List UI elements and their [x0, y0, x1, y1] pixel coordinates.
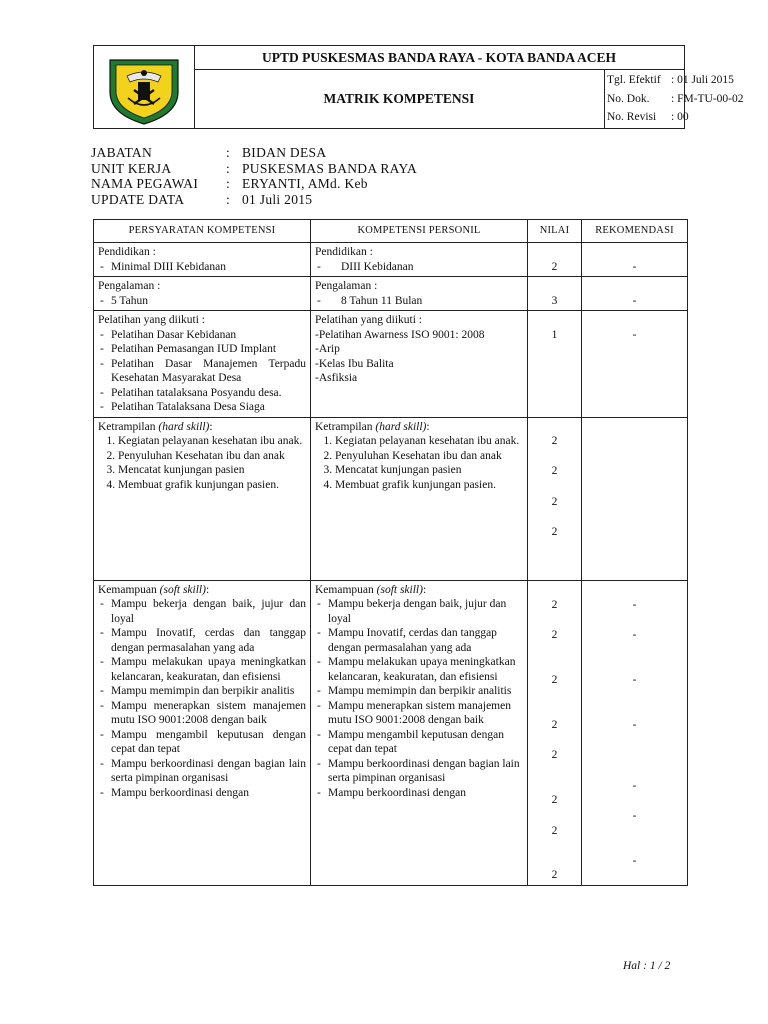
logo-cell — [94, 46, 195, 128]
cell-rek-soft: - - - - - - - — [582, 580, 688, 885]
info-jabatan: JABATAN : BIDAN DESA — [91, 145, 327, 160]
cell-rek-pelatihan: - — [582, 311, 688, 418]
list-item: -Asfiksia — [315, 372, 358, 384]
meta-effective-date: Tgl. Efektif : 01 Juli 2015 — [607, 74, 734, 86]
cell-req-hard: Ketrampilan (hard skill): 1. Kegiatan pelayanan kesehatan ibu anak. 2. Penyuluhan Kesehatan ibu dan anak 3. Mencatat kunjungan pasien 4. Membuat grafik kunjungan pasien. — [94, 417, 311, 580]
cell-req-pengalaman: Pengalaman : - 5 Tahun — [94, 277, 311, 311]
cell-req-pelatihan: Pelatihan yang diikuti : - Pelatihan Dasar Kebidanan - Pelatihan Pemasangan IUD Implant - Pelatihan Dasar Manajemen Terpadu Kesehatan Masyarakat Desa - Pelatihan tatalaksana Posyandu desa. - Pelatihan Tatalaksana Desa Siaga — [94, 311, 311, 418]
list-item: -Pelatihan Awarness ISO 9001: 2008 — [315, 328, 485, 341]
list-item: - Pelatihan Dasar Kebidanan — [98, 328, 306, 343]
row-hard-skill — [94, 417, 688, 580]
cell-per-pengalaman: Pengalaman : - 8 Tahun 11 Bulan — [311, 277, 528, 311]
list-item: - Pelatihan tatalaksana Posyandu desa. — [98, 386, 306, 401]
cell-req-pendidikan: Pendidikan : - Minimal DIII Kebidanan — [94, 243, 311, 277]
row-pendidikan — [94, 243, 688, 277]
list-item: - Mampu bekerja dengan baik, jujur dan loyal — [315, 597, 523, 626]
list-item: - Mampu berkoordinasi dengan bagian lain serta pimpinan organisasi — [315, 757, 523, 786]
header-kompetensi: KOMPETENSI PERSONIL — [311, 220, 528, 243]
cell-rek-pengalaman: - — [582, 277, 688, 311]
list-item: 4. Membuat grafik kunjungan pasien. — [335, 478, 523, 493]
list-item: - Mampu Inovatif, cerdas dan tanggap dengan permasalahan yang ada — [315, 626, 523, 655]
header-rekomendasi: REKOMENDASI — [582, 220, 688, 243]
document-title: MATRIK KOMPETENSI — [194, 69, 605, 128]
list-item: -Kelas Ibu Balita — [315, 357, 394, 370]
header-nilai: NILAI — [528, 220, 582, 243]
cell-per-pendidikan: Pendidikan : - DIII Kebidanan — [311, 243, 528, 277]
meta-revision: No. Revisi : 00 — [607, 111, 689, 123]
list-item: - Mampu mengambil keputusan dengan cepat dan tepat — [98, 728, 306, 757]
row-pelatihan — [94, 311, 688, 418]
cell-nilai-pengalaman: 3 — [528, 277, 582, 311]
list-item: 3. Mencatat kunjungan pasien — [335, 463, 523, 478]
crest-logo-icon — [94, 46, 194, 128]
document-meta — [607, 71, 744, 127]
page-number: Hal : 1 / 2 — [623, 960, 671, 972]
list-item: 2. Penyuluhan Kesehatan ibu dan anak — [335, 449, 523, 464]
list-item: - Mampu menerapkan sistem manajemen mutu ISO 9001:2008 dengan baik — [98, 699, 306, 728]
cell-nilai-pelatihan: 1 — [528, 311, 582, 418]
list-item: 4. Membuat grafik kunjungan pasien. — [118, 478, 306, 493]
cell-req-soft: Kemampuan (soft skill): - Mampu bekerja dengan baik, jujur dan loyal - Mampu Inovatif, cerdas dan tanggap dengan permasalahan yang ada - Mampu melakukan upaya meningkatkan kelancaran, keakuratan, dan efisiensi - Mampu memimpin dan berpikir analitis - Mampu menerapkan sistem manajemen mutu ISO 9001:2008 dengan baik - Mampu mengambil keputusan dengan cepat dan tepat - Mampu berkoordinasi dengan bagian lain serta pimpinan organisasi - Mampu berkoordinasi dengan — [94, 580, 311, 885]
list-item: - Mampu bekerja dengan baik, jujur dan loyal — [98, 597, 306, 626]
competency-matrix-table — [93, 219, 688, 886]
cell-rek-pendidikan: - — [582, 243, 688, 277]
cell-rek-hard — [582, 417, 688, 580]
info-update-data: UPDATE DATA : 01 Juli 2015 — [91, 191, 313, 207]
row-soft-skill — [94, 580, 688, 885]
list-item: - Mampu Inovatif, cerdas dan tanggap dengan permasalahan yang ada — [98, 626, 306, 655]
table-header-row — [94, 220, 688, 243]
list-item: 1. Kegiatan pelayanan kesehatan ibu anak. — [335, 434, 523, 449]
employee-info — [91, 145, 417, 207]
list-item: 1. Kegiatan pelayanan kesehatan ibu anak. — [118, 434, 306, 449]
list-item: - Mampu melakukan upaya meningkatkan kelancaran, keakuratan, dan efisiensi — [98, 655, 306, 684]
list-item: - Mampu mengambil keputusan dengan cepat dan tepat — [315, 728, 523, 757]
cell-nilai-hard: 2 2 2 2 — [528, 417, 582, 580]
cell-nilai-pendidikan: 2 — [528, 243, 582, 277]
list-item: - Pelatihan Pemasangan IUD Implant — [98, 342, 306, 357]
list-item: -Arip — [315, 343, 340, 355]
info-unit-kerja: UNIT KERJA : PUSKESMAS BANDA RAYA — [91, 160, 418, 176]
row-pengalaman — [94, 277, 688, 311]
list-item: - Pelatihan Dasar Manajemen Terpadu Kesehatan Masyarakat Desa — [98, 357, 306, 386]
list-item: - Mampu melakukan upaya meningkatkan kelancaran, keakuratan, dan efisiensi — [315, 655, 523, 684]
list-item: - Mampu berkoordinasi dengan — [98, 786, 306, 801]
cell-per-hard: Ketrampilan (hard skill): 1. Kegiatan pelayanan kesehatan ibu anak. 2. Penyuluhan Kesehatan ibu dan anak 3. Mencatat kunjungan pasien 4. Membuat grafik kunjungan pasien. — [311, 417, 528, 580]
list-item: - Mampu memimpin dan berpikir analitis — [98, 684, 306, 699]
list-item: - Pelatihan Tatalaksana Desa Siaga — [98, 400, 306, 415]
cell-per-pelatihan: Pelatihan yang diikuti : -Pelatihan Awarness ISO 9001: 2008 -Arip -Kelas Ibu Balita -Asfiksia — [311, 311, 528, 418]
list-item: - Mampu berkoordinasi dengan — [315, 786, 523, 801]
list-item: - Mampu memimpin dan berpikir analitis — [315, 684, 523, 699]
list-item: 2. Penyuluhan Kesehatan ibu dan anak — [118, 449, 306, 464]
cell-nilai-soft: 2 2 2 2 2 2 2 2 — [528, 580, 582, 885]
list-item: - Mampu berkoordinasi dengan bagian lain serta pimpinan organisasi — [98, 757, 306, 786]
info-nama-pegawai: NAMA PEGAWAI : ERYANTI, AMd. Keb — [91, 176, 368, 191]
list-item: 3. Mencatat kunjungan pasien — [118, 463, 306, 478]
document-header — [93, 45, 744, 129]
header-persyaratan: PERSYARATAN KOMPETENSI — [94, 220, 311, 243]
organization-name: UPTD PUSKESMAS BANDA RAYA - KOTA BANDA ACEH — [194, 46, 684, 70]
cell-per-soft: Kemampuan (soft skill): - Mampu bekerja dengan baik, jujur dan loyal - Mampu Inovatif, cerdas dan tanggap dengan permasalahan yang ada - Mampu melakukan upaya meningkatkan kelancaran, keakuratan, dan efisiensi - Mampu memimpin dan berpikir analitis - Mampu menerapkan sistem manajemen mutu ISO 9001:2008 dengan baik - Mampu mengambil keputusan dengan cepat dan tepat - Mampu berkoordinasi dengan bagian lain serta pimpinan organisasi - Mampu berkoordinasi dengan — [311, 580, 528, 885]
meta-doc-number: No. Dok. : FM-TU-00-02 — [607, 92, 744, 105]
list-item: - Mampu menerapkan sistem manajemen mutu ISO 9001:2008 dengan baik — [315, 699, 523, 728]
